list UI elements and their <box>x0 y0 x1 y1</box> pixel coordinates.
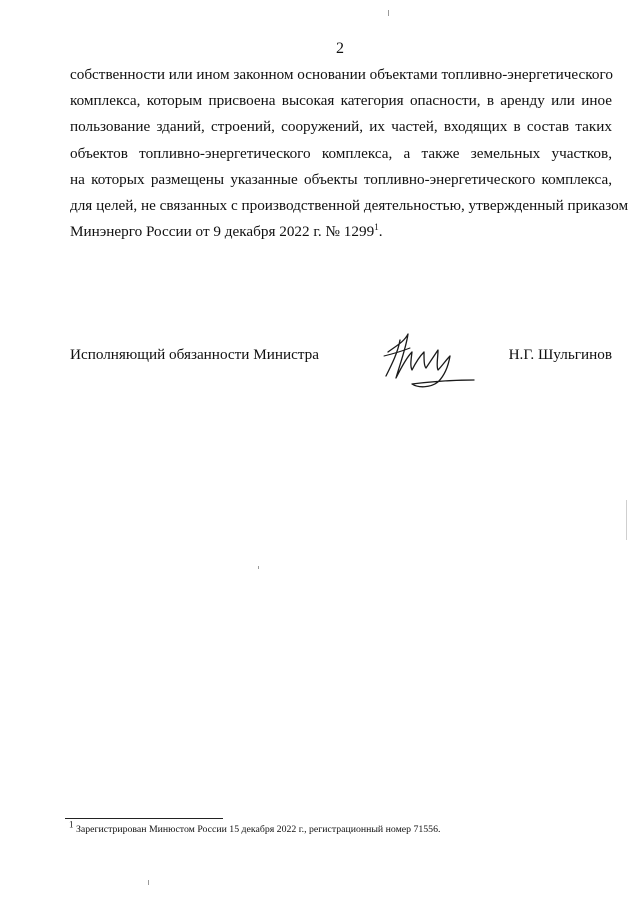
scan-mark <box>626 500 627 540</box>
footnote <box>69 819 441 835</box>
body-last-line <box>70 219 612 245</box>
footnote-text: Зарегистрирован Минюстом России 15 декабря 2022 г., регистрационный номер 71556. <box>75 824 441 835</box>
body-line: для целей, не связанных с производственной деятельностью, утвержденный приказом <box>70 197 629 215</box>
scan-mark <box>388 10 389 16</box>
scan-mark <box>258 566 259 569</box>
footnote-mark: 1 <box>69 819 74 830</box>
signer-title: Исполняющий обязанности Министра <box>70 346 319 363</box>
body-paragraph <box>70 62 629 245</box>
body-line: комплекса, которым присвоена высокая категория опасности, в аренду или иное <box>70 92 612 110</box>
footnote-separator <box>65 818 223 819</box>
body-line: пользование зданий, строений, сооружений, их частей, входящих в состав таких <box>70 118 612 136</box>
body-line: объектов топливно-энергетического комплекса, а также земельных участков, <box>70 144 612 162</box>
body-last-line-end: . <box>378 223 383 241</box>
body-line: собственности или ином законном основании объектами топливно-энергетического <box>70 66 613 83</box>
handwritten-signature <box>378 326 478 392</box>
scan-mark <box>148 880 149 885</box>
body-line: на которых размещены указанные объекты топливно-энергетического комплекса, <box>70 170 612 188</box>
signature-block <box>70 346 612 376</box>
footnote-reference: 1 <box>374 222 379 233</box>
page-number: 2 <box>336 40 344 57</box>
body-last-line-text: Минэнерго России от 9 декабря 2022 г. № 1299 <box>70 223 375 241</box>
signer-name: Н.Г. Шульгинов <box>508 346 612 363</box>
